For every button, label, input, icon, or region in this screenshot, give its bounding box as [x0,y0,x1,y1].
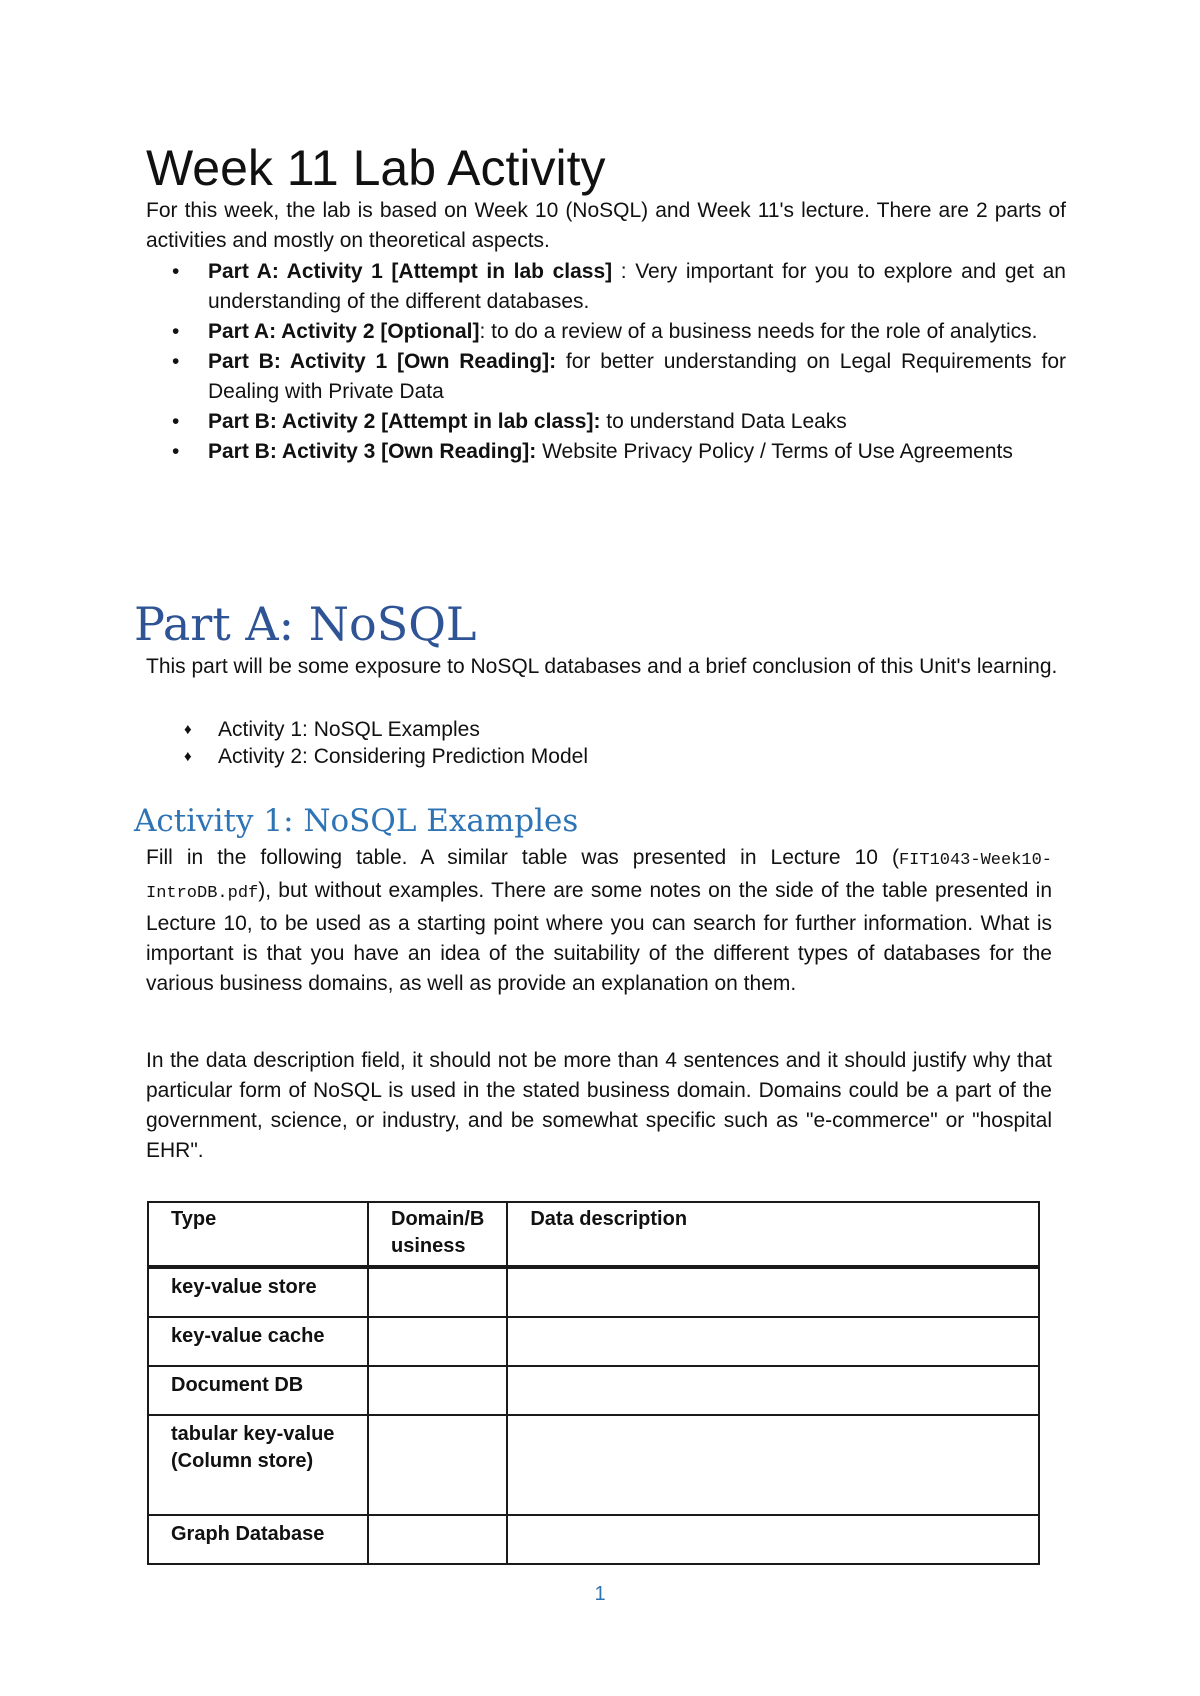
activity-1-paragraph: Fill in the following table. A similar table was presented in Lecture 10 (FIT1043-Week10-IntroDB.pdf), but without examples. There are some notes on the side of the table presented in Lecture 10, to be used as a starting point where you can search for further information. What is important is that you have an idea of the suitability of the different types of databases for the various business domains, as well as provide an explanation on them. [146,846,1052,995]
table-row [148,1366,1039,1415]
lecture-filename: FIT1043-Week10-IntroDB.pdf [146,851,1052,903]
description-cell[interactable] [507,1366,1039,1415]
page-number: 1 [594,1583,606,1605]
activity-1-heading: Activity 1: NoSQL Examples [134,803,579,839]
nosql-examples-table [147,1201,1040,1565]
part-a-intro: This part will be some exposure to NoSQL databases and a brief conclusion of this Unit's learning. [146,655,1058,678]
diamond-bullet-icon: ♦ [184,748,192,765]
part-a-activity-list [146,716,1066,770]
bullet-icon: • [172,350,180,373]
description-cell[interactable] [507,1515,1039,1564]
table-row [148,1415,1039,1515]
bullet-icon: • [172,440,180,463]
domain-cell[interactable] [368,1515,507,1564]
data-description-paragraph: In the data description field, it should not be more than 4 sentences and it should justify why that particular form of NoSQL is used in the stated business domain. Domains could be a part of the government, science, or industry, and be somewhat specific such as "e-commerce" or "hospital EHR". [146,1049,1052,1162]
list-item: ♦ Activity 2: Considering Prediction Model [184,745,589,768]
page-title: Week 11 Lab Activity [146,140,606,196]
table-row [148,1317,1039,1366]
list-item: ♦ Activity 1: NoSQL Examples [184,718,480,741]
header-data-description: Data description [507,1202,1039,1267]
bullet-icon: • [172,410,180,433]
diamond-bullet-icon: ♦ [184,721,192,738]
domain-cell[interactable] [368,1366,507,1415]
bullet-item: • Part B: Activity 1 [Own Reading]: for better understanding on Legal Requirements for Dealing with Private Data [146,347,1066,407]
bullet-item: • Part B: Activity 3 [Own Reading]: Website Privacy Policy / Terms of Use Agreements [146,437,1066,467]
intro-paragraph: For this week, the lab is based on Week 10 (NoSQL) and Week 11's lecture. There are 2 parts of activities and mostly on theoretical aspects. [146,199,1066,252]
type-cell: key-value cache [148,1317,368,1366]
table-row [148,1515,1039,1564]
bullet-icon: • [172,320,180,343]
part-a-heading: Part A: NoSQL [134,597,477,651]
table-row [148,1267,1039,1317]
description-cell[interactable] [507,1267,1039,1317]
table-header-row [148,1202,1039,1267]
type-cell: Graph Database [148,1515,368,1564]
domain-cell[interactable] [368,1267,507,1317]
header-type: Type [148,1202,368,1267]
bullet-item: • Part B: Activity 2 [Attempt in lab class]: to understand Data Leaks [146,407,1066,437]
activity-bullet-list [146,257,1066,467]
domain-cell[interactable] [368,1415,507,1515]
description-cell[interactable] [507,1317,1039,1366]
type-cell: Document DB [148,1366,368,1415]
bullet-icon: • [172,260,180,283]
type-cell: key-value store [148,1267,368,1317]
bullet-item: • Part A: Activity 2 [Optional]: to do a review of a business needs for the role of analytics. [146,317,1066,347]
type-cell: tabular key-value (Column store) [148,1415,368,1515]
description-cell[interactable] [507,1415,1039,1515]
bullet-item: • Part A: Activity 1 [Attempt in lab class] : Very important for you to explore and get an understanding of the different databases. [146,257,1066,317]
domain-cell[interactable] [368,1317,507,1366]
header-domain: Domain/B usiness [368,1202,507,1267]
